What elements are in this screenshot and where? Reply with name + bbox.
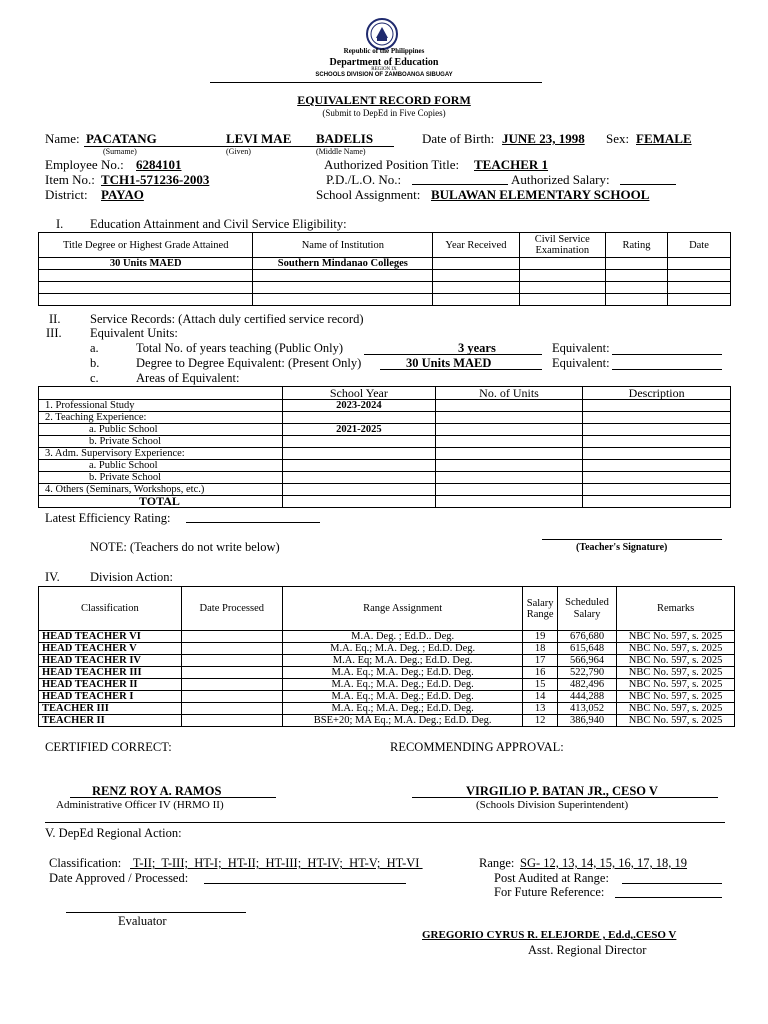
div-cell: NBC No. 597, s. 2025 xyxy=(617,643,735,655)
header-divider xyxy=(210,82,542,83)
salary-label: Authorized Salary: xyxy=(511,172,610,187)
area-cell xyxy=(435,460,583,472)
area-cell xyxy=(583,448,731,460)
table-row xyxy=(39,496,731,508)
div-cell: 676,680 xyxy=(557,631,616,643)
certified-label: CERTIFIED CORRECT: xyxy=(45,740,172,754)
sex-value: FEMALE xyxy=(636,131,692,146)
item-no-value: TCH1-571236-2003 xyxy=(101,172,210,187)
table-row xyxy=(39,400,731,412)
section1-title: Education Attainment and Civil Service Eligibility: xyxy=(90,217,347,231)
surname-caption: (Surname) xyxy=(103,147,137,156)
director-title: Asst. Regional Director xyxy=(528,943,647,957)
edu-cell xyxy=(667,294,730,306)
div-cell: 15 xyxy=(523,679,557,691)
edu-cell xyxy=(39,294,253,306)
edu-header-year: Year Received xyxy=(433,233,519,258)
div-classification: HEAD TEACHER I xyxy=(39,691,182,703)
edu-header-exam: Civil Service Examination xyxy=(519,233,605,258)
div-header-scheduled-salary: Scheduled Salary xyxy=(557,587,616,631)
deped-seal-icon xyxy=(366,18,398,50)
edu-cell xyxy=(667,270,730,282)
future-ref-label: For Future Reference: xyxy=(494,885,605,899)
area-cell: 2021-2025 xyxy=(283,424,436,436)
school-label: School Assignment: xyxy=(316,187,421,202)
section2-numeral: II. xyxy=(49,312,61,326)
table-row xyxy=(39,679,735,691)
director-name: GREGORIO CYRUS R. ELEJORDE , Ed.d,.CESO V xyxy=(422,929,677,941)
section4-title: Division Action: xyxy=(90,570,173,584)
dob-label: Date of Birth: xyxy=(422,131,495,146)
div-classification: HEAD TEACHER IV xyxy=(39,655,182,667)
div-cell: 566,964 xyxy=(557,655,616,667)
district-label: District: xyxy=(45,187,88,202)
range-label: Range: xyxy=(479,856,515,870)
div-cell: 19 xyxy=(523,631,557,643)
area-header-units: No. of Units xyxy=(435,387,583,400)
area-cell xyxy=(435,424,583,436)
edu-cell: 30 Units MAED xyxy=(39,258,253,270)
area-label: 4. Others (Seminars, Workshops, etc.) xyxy=(39,484,283,496)
evaluator-label: Evaluator xyxy=(118,914,167,928)
edu-cell xyxy=(519,270,605,282)
sex-label: Sex: xyxy=(606,131,630,146)
table-row xyxy=(39,667,735,679)
div-cell xyxy=(181,691,282,703)
table-row xyxy=(39,643,735,655)
area-label: 2. Teaching Experience: xyxy=(39,412,283,424)
edu-header-institution: Name of Institution xyxy=(253,233,433,258)
div-cell: NBC No. 597, s. 2025 xyxy=(617,667,735,679)
table-row xyxy=(39,294,731,306)
pdlo-label: P.D./L.O. No.: xyxy=(326,172,402,187)
range-value: SG- 12, 13, 14, 15, 16, 17, 18, 19 xyxy=(520,856,688,870)
div-cell: M.A. Eq.; M.A. Deg.; Ed.D. Deg. xyxy=(282,679,523,691)
area-cell xyxy=(583,472,731,484)
div-cell: NBC No. 597, s. 2025 xyxy=(617,703,735,715)
div-cell: 17 xyxy=(523,655,557,667)
div-cell xyxy=(181,679,282,691)
edu-cell: Southern Mindanao Colleges xyxy=(253,258,433,270)
item-a-text: Total No. of years teaching (Public Only) xyxy=(136,341,344,355)
area-total-label: TOTAL xyxy=(39,496,283,508)
section1-numeral: I. xyxy=(56,217,64,231)
edu-cell xyxy=(39,282,253,294)
div-cell: NBC No. 597, s. 2025 xyxy=(617,715,735,727)
area-cell xyxy=(435,448,583,460)
table-row xyxy=(39,270,731,282)
date-approved-label: Date Approved / Processed: xyxy=(49,871,189,885)
evaluator-signature-line[interactable] xyxy=(66,912,246,913)
area-cell xyxy=(583,424,731,436)
given-caption: (Given) xyxy=(226,147,251,156)
item-b-equivalent-label: Equivalent: xyxy=(552,356,610,370)
equivalent-areas-table xyxy=(38,386,731,508)
area-label: b. Private School xyxy=(39,436,283,448)
table-row xyxy=(39,715,735,727)
item-b-label: b. xyxy=(90,356,100,370)
item-c-text: Areas of Equivalent: xyxy=(136,371,240,385)
area-header xyxy=(39,387,283,400)
salary-field[interactable] xyxy=(620,184,676,185)
edu-cell xyxy=(605,258,667,270)
middle-caption: (Middle Name) xyxy=(316,147,366,156)
div-cell xyxy=(181,631,282,643)
div-cell: 444,288 xyxy=(557,691,616,703)
area-cell xyxy=(583,400,731,412)
teacher-signature-line[interactable] xyxy=(542,539,722,540)
div-cell: M.A. Eq.; M.A. Deg. ; Ed.D. Deg. xyxy=(282,643,523,655)
area-cell xyxy=(283,460,436,472)
edu-cell xyxy=(433,258,519,270)
div-cell: 18 xyxy=(523,643,557,655)
item-c-label: c. xyxy=(90,371,99,385)
item-a-value: 3 years xyxy=(458,341,496,355)
div-cell: M.A. Eq.; M.A. Deg.; Ed.D. Deg. xyxy=(282,703,523,715)
area-cell xyxy=(283,496,436,508)
area-cell xyxy=(435,496,583,508)
pdlo-field[interactable] xyxy=(412,184,508,185)
item-no-label: Item No.: xyxy=(45,172,95,187)
area-cell xyxy=(435,412,583,424)
div-cell: M.A. Eq; M.A. Deg.; Ed.D. Deg. xyxy=(282,655,523,667)
edu-cell xyxy=(253,294,433,306)
edu-cell xyxy=(433,282,519,294)
division-action-table xyxy=(38,586,735,727)
table-row xyxy=(39,655,735,667)
area-cell xyxy=(283,412,436,424)
edu-cell xyxy=(667,258,730,270)
middle-name-value: BADELIS xyxy=(316,131,374,146)
date-approved-field[interactable] xyxy=(204,883,406,884)
area-cell xyxy=(283,436,436,448)
div-cell: NBC No. 597, s. 2025 xyxy=(617,679,735,691)
div-header-date: Date Processed xyxy=(181,587,282,631)
div-cell xyxy=(181,655,282,667)
div-header-classification: Classification xyxy=(39,587,182,631)
edu-cell xyxy=(667,282,730,294)
div-cell: M.A. Eq.; M.A. Deg.; Ed.D. Deg. xyxy=(282,667,523,679)
area-cell xyxy=(583,436,731,448)
area-label: a. Public School xyxy=(39,460,283,472)
efficiency-field[interactable] xyxy=(186,522,320,523)
employee-no-value: 6284101 xyxy=(136,157,182,172)
edu-cell xyxy=(605,270,667,282)
div-cell: NBC No. 597, s. 2025 xyxy=(617,655,735,667)
surname-value: PACATANG xyxy=(86,131,157,146)
edu-cell xyxy=(519,258,605,270)
position-value: TEACHER 1 xyxy=(474,157,549,172)
table-row xyxy=(39,412,731,424)
table-row xyxy=(39,258,731,270)
div-cell xyxy=(181,703,282,715)
edu-cell xyxy=(519,282,605,294)
div-cell: 16 xyxy=(523,667,557,679)
div-cell: NBC No. 597, s. 2025 xyxy=(617,691,735,703)
div-classification: HEAD TEACHER II xyxy=(39,679,182,691)
section-divider xyxy=(45,822,725,823)
header-department: Department of Education xyxy=(329,57,439,68)
form-title: EQUIVALENT RECORD FORM xyxy=(297,93,471,107)
item-a-equivalent-field[interactable] xyxy=(612,354,722,355)
name-label: Name: xyxy=(45,131,80,146)
efficiency-label: Latest Efficiency Rating: xyxy=(45,511,171,525)
div-header-salary-range: Salary Range xyxy=(523,587,557,631)
div-header-range: Range Assignment xyxy=(282,587,523,631)
table-row xyxy=(39,472,731,484)
section4-numeral: IV. xyxy=(45,570,60,584)
div-cell xyxy=(181,667,282,679)
section3-title: Equivalent Units: xyxy=(90,326,178,340)
section5-title: V. DepEd Regional Action: xyxy=(45,826,182,840)
div-cell: 12 xyxy=(523,715,557,727)
area-label: 1. Professional Study xyxy=(39,400,283,412)
area-cell xyxy=(283,484,436,496)
position-label: Authorized Position Title: xyxy=(324,157,460,172)
classification-label: Classification: xyxy=(49,856,122,870)
div-classification: TEACHER II xyxy=(39,715,182,727)
div-classification: HEAD TEACHER III xyxy=(39,667,182,679)
dob-value: JUNE 23, 1998 xyxy=(502,131,585,146)
teacher-signature-caption: (Teacher's Signature) xyxy=(576,542,668,553)
div-cell: 482,496 xyxy=(557,679,616,691)
div-cell xyxy=(181,715,282,727)
table-row xyxy=(39,631,735,643)
item-b-equivalent-field[interactable] xyxy=(612,369,722,370)
section3-numeral: III. xyxy=(46,326,62,340)
div-cell: 386,940 xyxy=(557,715,616,727)
area-cell xyxy=(583,496,731,508)
area-cell xyxy=(583,460,731,472)
div-cell: 13 xyxy=(523,703,557,715)
post-audited-field[interactable] xyxy=(622,883,722,884)
area-cell xyxy=(283,448,436,460)
header-region: REGION IX xyxy=(371,67,397,72)
future-ref-field[interactable] xyxy=(615,897,722,898)
school-value: BULAWAN ELEMENTARY SCHOOL xyxy=(431,187,650,202)
header-division: SCHOOLS DIVISION OF ZAMBOANGA SIBUGAY xyxy=(315,72,453,78)
edu-cell xyxy=(433,294,519,306)
table-row xyxy=(39,282,731,294)
table-row xyxy=(39,703,735,715)
item-a-equivalent-label: Equivalent: xyxy=(552,341,610,355)
area-cell xyxy=(283,472,436,484)
area-header-description: Description xyxy=(583,387,731,400)
item-b-text: Degree to Degree Equivalent: (Present Only) xyxy=(136,356,362,370)
area-cell xyxy=(435,472,583,484)
education-table xyxy=(38,232,731,306)
div-cell: NBC No. 597, s. 2025 xyxy=(617,631,735,643)
area-cell: 2023-2024 xyxy=(283,400,436,412)
header-republic: Republic of the Philippines xyxy=(343,47,425,55)
item-a-label: a. xyxy=(90,341,99,355)
given-name-value: LEVI MAE xyxy=(226,131,292,146)
edu-cell xyxy=(605,294,667,306)
div-cell: BSE+20; MA Eq.; M.A. Deg.; Ed.D. Deg. xyxy=(282,715,523,727)
area-header-school-year: School Year xyxy=(283,387,436,400)
table-row xyxy=(39,436,731,448)
recommender-name: VIRGILIO P. BATAN JR., CESO V xyxy=(466,784,658,798)
area-cell xyxy=(583,412,731,424)
table-row xyxy=(39,691,735,703)
area-label: b. Private School xyxy=(39,472,283,484)
div-cell xyxy=(181,643,282,655)
item-b-value: 30 Units MAED xyxy=(406,356,492,370)
div-cell: 14 xyxy=(523,691,557,703)
div-cell: 413,052 xyxy=(557,703,616,715)
post-audited-label: Post Audited at Range: xyxy=(494,871,609,885)
area-cell xyxy=(583,484,731,496)
form-subtitle: (Submit to DepEd in Five Copies) xyxy=(322,108,446,118)
classification-value: T-II; T-III; HT-I; HT-II; HT-III; HT-IV; HT-V; HT-VI xyxy=(130,856,423,870)
note-text: NOTE: (Teachers do not write below) xyxy=(90,540,280,554)
edu-header-rating: Rating xyxy=(605,233,667,258)
div-classification: HEAD TEACHER VI xyxy=(39,631,182,643)
area-label: 3. Adm. Supervisory Experience: xyxy=(39,448,283,460)
edu-cell xyxy=(39,270,253,282)
edu-cell xyxy=(605,282,667,294)
table-row xyxy=(39,424,731,436)
recommender-title: (Schools Division Superintendent) xyxy=(476,799,629,811)
edu-cell xyxy=(253,282,433,294)
edu-header-date: Date xyxy=(667,233,730,258)
edu-cell xyxy=(433,270,519,282)
table-row xyxy=(39,460,731,472)
employee-no-label: Employee No.: xyxy=(45,157,124,172)
edu-cell xyxy=(519,294,605,306)
certifier-title: Administrative Officer IV (HRMO II) xyxy=(56,799,224,811)
section2-text: Service Records: (Attach duly certified service record) xyxy=(90,312,364,326)
div-classification: HEAD TEACHER V xyxy=(39,643,182,655)
item-a-underline xyxy=(364,354,542,355)
area-label: a. Public School xyxy=(39,424,283,436)
area-cell xyxy=(435,400,583,412)
div-header-remarks: Remarks xyxy=(617,587,735,631)
edu-cell xyxy=(253,270,433,282)
edu-header-degree: Title Degree or Highest Grade Attained xyxy=(39,233,253,258)
district-value: PAYAO xyxy=(101,187,144,202)
area-cell xyxy=(435,436,583,448)
div-cell: M.A. Deg. ; Ed.D.. Deg. xyxy=(282,631,523,643)
div-classification: TEACHER III xyxy=(39,703,182,715)
div-cell: M.A. Eq.; M.A. Deg.; Ed.D. Deg. xyxy=(282,691,523,703)
certifier-name: RENZ ROY A. RAMOS xyxy=(92,784,222,798)
div-cell: 615,648 xyxy=(557,643,616,655)
area-cell xyxy=(435,484,583,496)
div-cell: 522,790 xyxy=(557,667,616,679)
recommending-label: RECOMMENDING APPROVAL: xyxy=(390,740,564,754)
table-row xyxy=(39,448,731,460)
